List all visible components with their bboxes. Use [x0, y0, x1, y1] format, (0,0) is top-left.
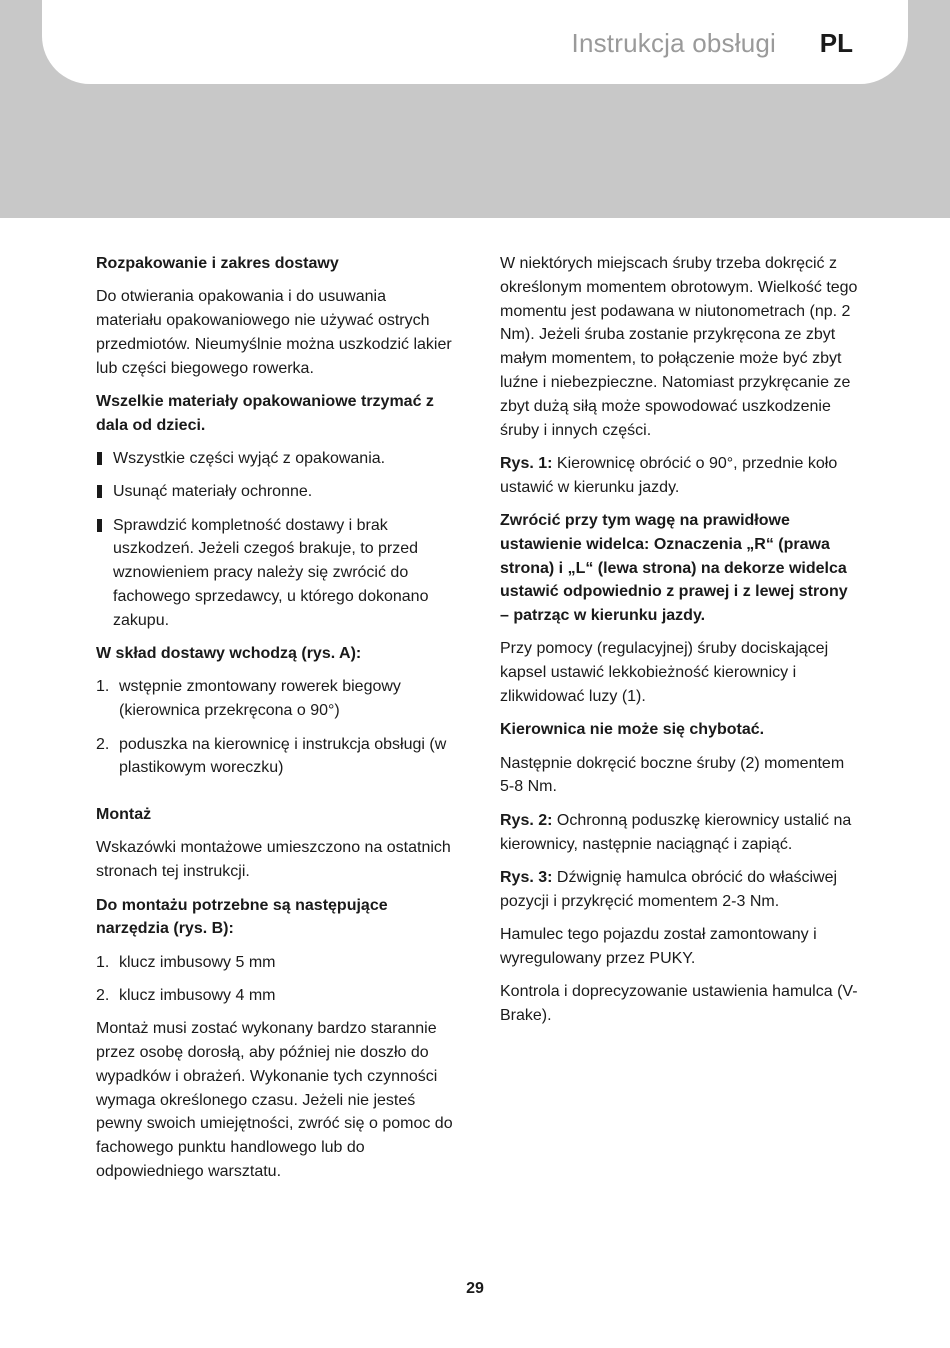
bullet-marker-icon — [97, 519, 102, 532]
fig2-paragraph — [500, 809, 860, 857]
section-heading-unpacking: Rozpakowanie i zakres dostawy — [96, 255, 339, 272]
header-card — [42, 0, 908, 84]
delivery-list-item — [96, 733, 456, 781]
bullet-item — [96, 514, 456, 633]
fig3-text: Dźwignię hamulca obrócić do właściwej pozycji i przykręcić momentem 2-3 Nm. — [500, 868, 838, 910]
fork-warning: Zwrócić przy tym wagę na prawidłowe ustawienie widelca: Oznaczenia „R“ (prawa strona) i „L“ (lewa strona) na dekorze widelca ustawić odpowiednio z prawej i z lewej strony – patrząc w kierunku jazdy. — [500, 511, 848, 625]
brake-check-paragraph: Kontrola i doprecyzowanie ustawienia hamulca (V-Brake). — [500, 983, 858, 1024]
list-number: 2. — [96, 986, 110, 1004]
headset-paragraph: Przy pomocy (regulacyjnej) śruby dociskającej kapsel ustawić lekkobieżność kierownicy i zlikwidować luzy (1). — [500, 640, 829, 706]
fig3-label: Rys. 3: — [500, 868, 553, 886]
tools-heading: Do montażu potrzebne są następujące narzędzia (rys. B): — [96, 896, 388, 938]
list-number: 1. — [96, 678, 110, 696]
tools-list-item — [96, 951, 456, 975]
fig1-label: Rys. 1: — [500, 454, 553, 472]
fig1-paragraph — [500, 452, 860, 500]
fig1-text: Kierownicę obrócić o 90°, przednie koło ustawić w kierunku jazdy. — [500, 454, 838, 496]
brake-paragraph: Hamulec tego pojazdu został zamontowany i wyregulowany przez PUKY. — [500, 925, 817, 967]
bullet-marker-icon — [97, 485, 102, 498]
bullet-text: Sprawdzić kompletność dostawy i brak uszkodzeń. Jeżeli czegoś brakuje, to przed wznowieniem pracy należy się zwrócić do fachowego sprzedawcy, u którego dokonano zakupu. — [113, 516, 429, 629]
language-code: PL — [819, 28, 853, 58]
bullet-marker-icon — [97, 452, 102, 465]
right-column — [500, 252, 860, 1037]
fig3-paragraph — [500, 866, 860, 914]
list-text: klucz imbusowy 5 mm — [119, 953, 276, 971]
packaging-warning: Wszelkie materiały opakowaniowe trzymać z dala od dzieci. — [96, 392, 434, 434]
list-number: 2. — [96, 735, 110, 753]
fig2-label: Rys. 2: — [500, 811, 553, 829]
bullet-text: Wszystkie części wyjąć z opakowania. — [113, 450, 386, 468]
assembly-care-paragraph: Montaż musi zostać wykonany bardzo starannie przez osobę dorosłą, aby później nie doszło do wypadków i obrażeń. Wykonanie tych czynności wymaga określonego czasu. Jeżeli nie jesteś pewny swoich umiejętności, zwróć się o pomoc do fachowego punktu handlowego lub do odpowiedniego warsztatu. — [96, 1020, 453, 1180]
bullet-text: Usunąć materiały ochronne. — [113, 483, 313, 501]
bullet-item — [96, 480, 456, 504]
unpacking-paragraph: Do otwierania opakowania i do usuwania materiału opakowaniowego nie używać ostrych przedmiotów. Nieumyślnie można uszkodzić lakier lub części biegowego rowerka. — [96, 288, 452, 377]
left-column — [96, 252, 456, 1193]
list-text: klucz imbusowy 4 mm — [119, 986, 276, 1004]
header-title: Instrukcja obsługi — [571, 28, 776, 58]
list-text: wstępnie zmontowany rowerek biegowy (kierownica przekręcona o 90°) — [119, 678, 401, 720]
tools-list-item — [96, 984, 456, 1008]
delivery-list-item — [96, 675, 456, 723]
side-screws-paragraph: Następnie dokręcić boczne śruby (2) momentem 5-8 Nm. — [500, 754, 845, 796]
delivery-heading: W skład dostawy wchodzą (rys. A): — [96, 645, 362, 663]
bullet-item — [96, 447, 456, 471]
fig2-text: Ochronną poduszkę kierownicy ustalić na kierownicy, następnie naciągnąć i zapiąć. — [500, 811, 852, 853]
torque-paragraph: W niektórych miejscach śruby trzeba dokręcić z określonym momentem obrotowym. Wielkość tego momentu jest podawana w niutonometrach (np. 2 Nm). Jeżeli śruba zostanie przykręcona ze zbyt małym momentem, to połączenie może być zbyt luźne i niebezpieczne. Natomiast przykręcanie ze zbyt dużą siłą może spowodować uszkodzenie śruby i innych części. — [500, 255, 858, 439]
section-heading-assembly: Montaż — [96, 806, 152, 824]
assembly-paragraph: Wskazówki montażowe umieszczono na ostatnich stronach tej instrukcji. — [96, 839, 451, 881]
list-number: 1. — [96, 953, 110, 971]
list-text: poduszka na kierownicę i instrukcja obsługi (w plastikowym woreczku) — [119, 735, 447, 777]
page-number: 29 — [466, 1280, 484, 1297]
wobble-warning: Kierownica nie może się chybotać. — [500, 721, 765, 739]
